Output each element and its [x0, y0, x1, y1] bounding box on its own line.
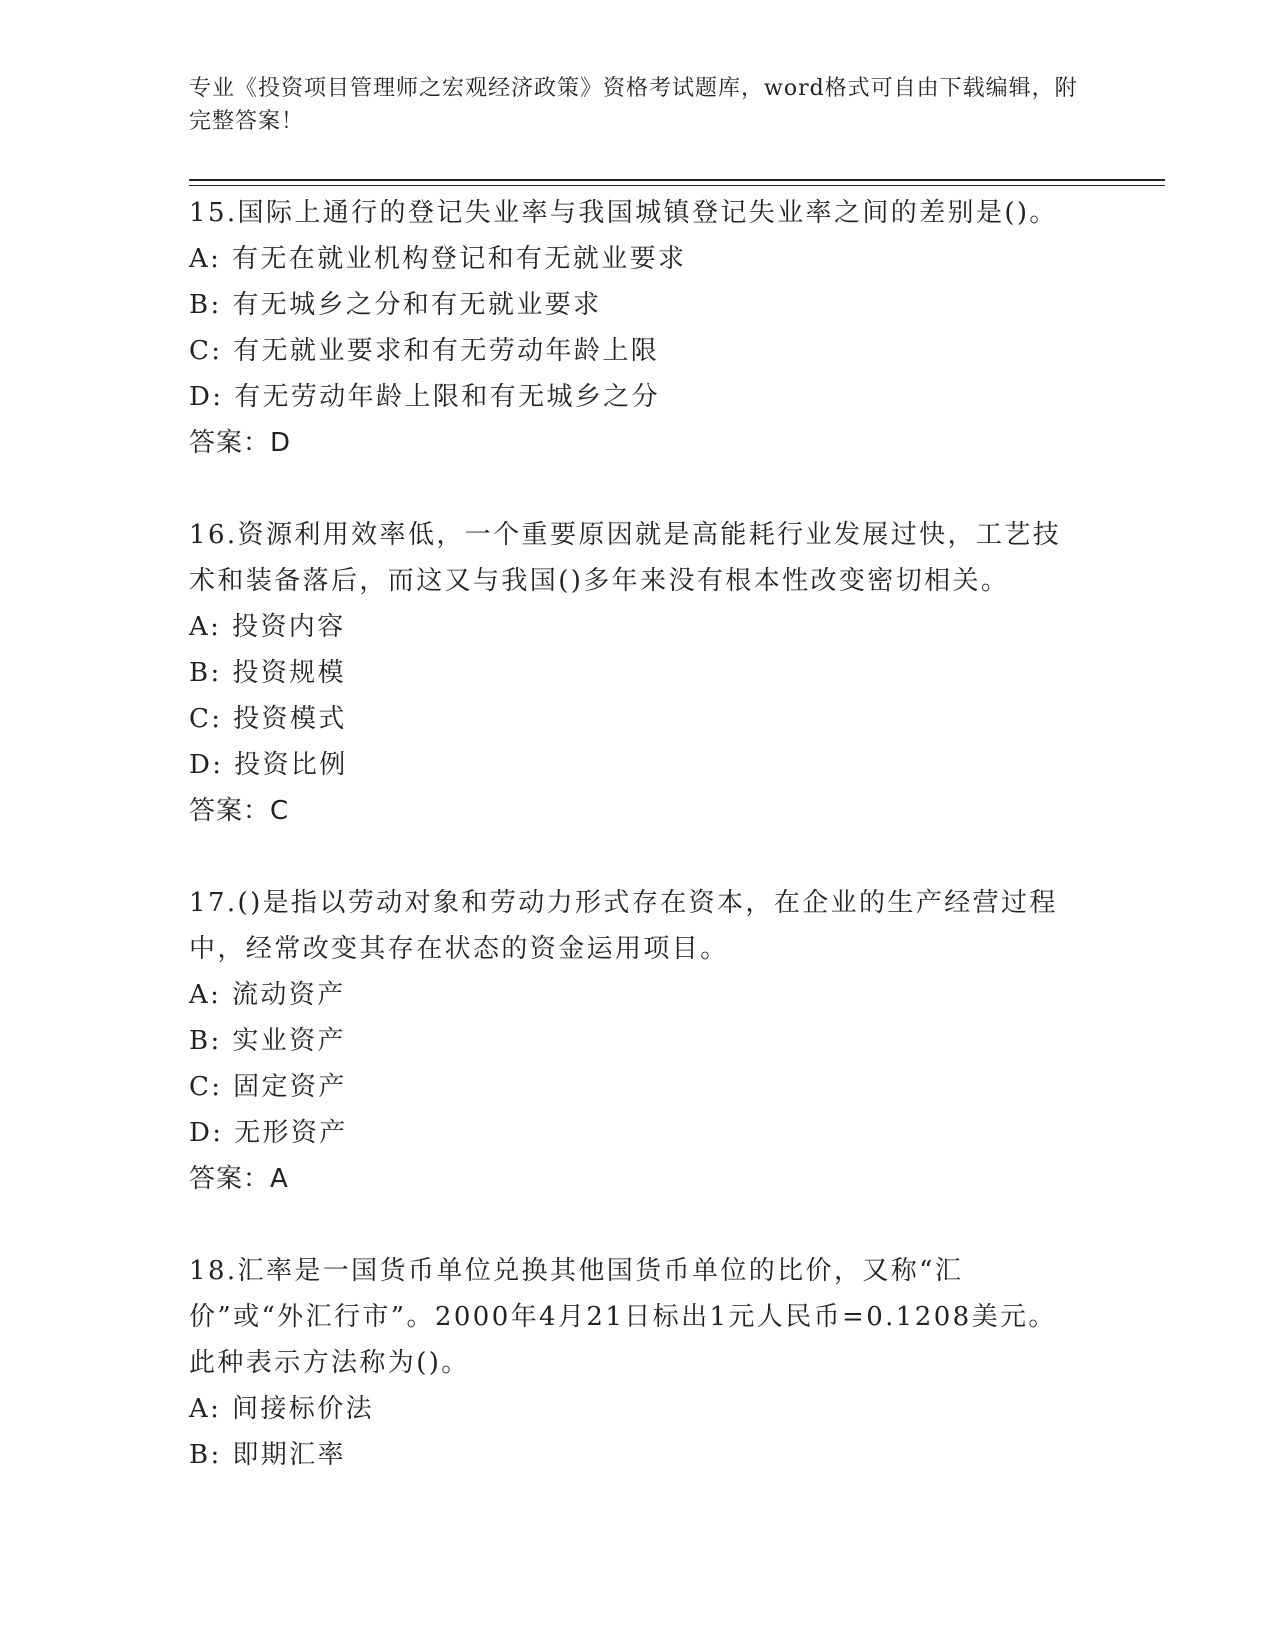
question-18: [189, 1248, 1079, 1478]
option-d: D: 投资比例: [189, 750, 348, 780]
question-text: 18.汇率是一国货币单位兑换其他国货币单位的比价，又称“汇价”或“外汇行市”。2000年4月21日标出1元人民币=0.1208美元。此种表示方法称为()。: [189, 1256, 1057, 1378]
option-b: B: 即期汇率: [189, 1440, 346, 1470]
header-divider-thin: [189, 185, 1165, 186]
option-a: A: 流动资产: [189, 980, 346, 1010]
answer: 答案：D: [189, 428, 292, 458]
question-17: [189, 880, 1079, 1202]
header-divider-thick: [189, 179, 1165, 181]
answer: 答案：C: [189, 796, 290, 826]
question-text: 17.()是指以劳动对象和劳动力形式存在资本，在企业的生产经营过程中，经常改变其存在状态的资金运用项目。: [189, 888, 1058, 964]
option-c: C: 固定资产: [189, 1072, 347, 1102]
option-d: D: 无形资产: [189, 1118, 348, 1148]
question-list: [189, 190, 1079, 1524]
option-b: B: 有无城乡之分和有无就业要求: [189, 290, 602, 320]
option-d: D: 有无劳动年龄上限和有无城乡之分: [189, 382, 661, 412]
option-b: B: 投资规模: [189, 658, 346, 688]
question-15: [189, 190, 1079, 466]
question-text: 16.资源利用效率低，一个重要原因就是高能耗行业发展过快，工艺技术和装备落后，而这又与我国()多年来没有根本性改变密切相关。: [189, 520, 1062, 596]
option-a: A: 有无在就业机构登记和有无就业要求: [189, 244, 687, 274]
option-c: C: 有无就业要求和有无劳动年龄上限: [189, 336, 660, 366]
answer: 答案：A: [189, 1164, 289, 1194]
document-header: 专业《投资项目管理师之宏观经济政策》资格考试题库，word格式可自由下载编辑，附完整答案！: [189, 76, 1078, 134]
option-b: B: 实业资产: [189, 1026, 346, 1056]
question-text: 15.国际上通行的登记失业率与我国城镇登记失业率之间的差别是()。: [189, 198, 1058, 228]
option-a: A: 投资内容: [189, 612, 346, 642]
option-c: C: 投资模式: [189, 704, 347, 734]
question-16: [189, 512, 1079, 834]
option-a: A: 间接标价法: [189, 1394, 375, 1424]
